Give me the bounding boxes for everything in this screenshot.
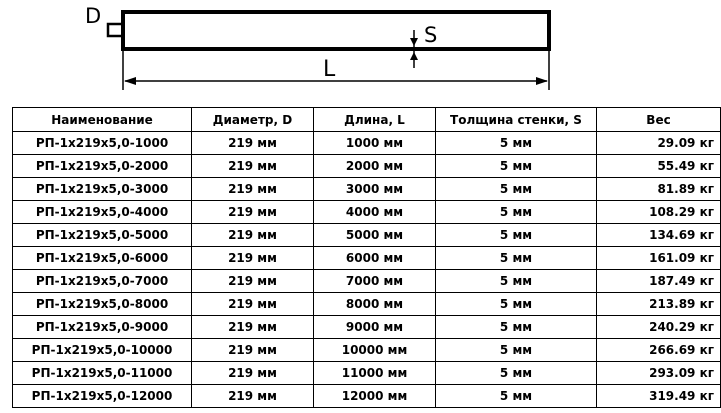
cell-name: РП-1х219х5,0-2000: [13, 155, 192, 178]
cell-length: 10000 мм: [314, 339, 436, 362]
table-row: [13, 178, 721, 201]
cell-length: 8000 мм: [314, 293, 436, 316]
cell-name: РП-1х219х5,0-1000: [13, 132, 192, 155]
header-thickness: Толщина стенки, S: [436, 108, 597, 132]
thickness-arrow-bottom: [410, 52, 418, 60]
cell-diameter: 219 мм: [192, 178, 314, 201]
cell-length: 6000 мм: [314, 247, 436, 270]
cell-name: РП-1х219х5,0-6000: [13, 247, 192, 270]
cell-diameter: 219 мм: [192, 293, 314, 316]
table-body: [13, 132, 721, 408]
cell-thickness: 5 мм: [436, 270, 597, 293]
cell-thickness: 5 мм: [436, 201, 597, 224]
header-diameter: Диаметр, D: [192, 108, 314, 132]
table-row: [13, 201, 721, 224]
cell-diameter: 219 мм: [192, 247, 314, 270]
cell-thickness: 5 мм: [436, 362, 597, 385]
cell-length: 1000 мм: [314, 132, 436, 155]
cell-diameter: 219 мм: [192, 339, 314, 362]
cell-diameter: 219 мм: [192, 132, 314, 155]
thickness-arrow-top: [410, 38, 418, 46]
cell-weight: 161.09 кг: [597, 247, 721, 270]
cell-thickness: 5 мм: [436, 178, 597, 201]
length-arrow-right: [536, 77, 548, 85]
table-row: [13, 224, 721, 247]
cell-weight: 81.89 кг: [597, 178, 721, 201]
cell-diameter: 219 мм: [192, 201, 314, 224]
cell-weight: 213.89 кг: [597, 293, 721, 316]
cell-length: 3000 мм: [314, 178, 436, 201]
cell-length: 2000 мм: [314, 155, 436, 178]
table-row: [13, 316, 721, 339]
specification-table: [12, 107, 721, 408]
cell-name: РП-1х219х5,0-3000: [13, 178, 192, 201]
pipe-end-cap: [108, 24, 123, 36]
cell-thickness: 5 мм: [436, 316, 597, 339]
cell-name: РП-1х219х5,0-10000: [13, 339, 192, 362]
cell-length: 9000 мм: [314, 316, 436, 339]
cell-length: 5000 мм: [314, 224, 436, 247]
cell-thickness: 5 мм: [436, 224, 597, 247]
table-row: [13, 385, 721, 408]
table-header-row: [13, 108, 721, 132]
table-row: [13, 293, 721, 316]
table-row: [13, 155, 721, 178]
cell-name: РП-1х219х5,0-12000: [13, 385, 192, 408]
cell-diameter: 219 мм: [192, 385, 314, 408]
cell-weight: 134.69 кг: [597, 224, 721, 247]
cell-name: РП-1х219х5,0-11000: [13, 362, 192, 385]
cell-thickness: 5 мм: [436, 339, 597, 362]
table-row: [13, 362, 721, 385]
cell-name: РП-1х219х5,0-5000: [13, 224, 192, 247]
header-length: Длина, L: [314, 108, 436, 132]
cell-length: 12000 мм: [314, 385, 436, 408]
cell-diameter: 219 мм: [192, 316, 314, 339]
cell-length: 7000 мм: [314, 270, 436, 293]
cell-thickness: 5 мм: [436, 247, 597, 270]
cell-name: РП-1х219х5,0-4000: [13, 201, 192, 224]
cell-thickness: 5 мм: [436, 132, 597, 155]
cell-thickness: 5 мм: [436, 293, 597, 316]
cell-weight: 187.49 кг: [597, 270, 721, 293]
thickness-label: S: [424, 23, 438, 47]
cell-diameter: 219 мм: [192, 224, 314, 247]
cell-weight: 266.69 кг: [597, 339, 721, 362]
table-row: [13, 339, 721, 362]
cell-weight: 55.49 кг: [597, 155, 721, 178]
cell-name: РП-1х219х5,0-7000: [13, 270, 192, 293]
length-arrow-left: [124, 77, 136, 85]
pipe-body: [123, 12, 549, 49]
cell-weight: 293.09 кг: [597, 362, 721, 385]
cell-diameter: 219 мм: [192, 270, 314, 293]
cell-name: РП-1х219х5,0-8000: [13, 293, 192, 316]
diameter-label: D: [85, 4, 102, 28]
length-label: L: [323, 57, 336, 82]
cell-weight: 108.29 кг: [597, 201, 721, 224]
cell-weight: 319.49 кг: [597, 385, 721, 408]
table-row: [13, 132, 721, 155]
header-weight: Вес: [597, 108, 721, 132]
cell-diameter: 219 мм: [192, 155, 314, 178]
header-name: Наименование: [13, 108, 192, 132]
cell-length: 4000 мм: [314, 201, 436, 224]
cell-diameter: 219 мм: [192, 362, 314, 385]
cell-weight: 29.09 кг: [597, 132, 721, 155]
cell-length: 11000 мм: [314, 362, 436, 385]
pipe-drawing: [0, 0, 667, 100]
cell-name: РП-1х219х5,0-9000: [13, 316, 192, 339]
table-row: [13, 247, 721, 270]
cell-thickness: 5 мм: [436, 385, 597, 408]
cell-weight: 240.29 кг: [597, 316, 721, 339]
cell-thickness: 5 мм: [436, 155, 597, 178]
table-row: [13, 270, 721, 293]
